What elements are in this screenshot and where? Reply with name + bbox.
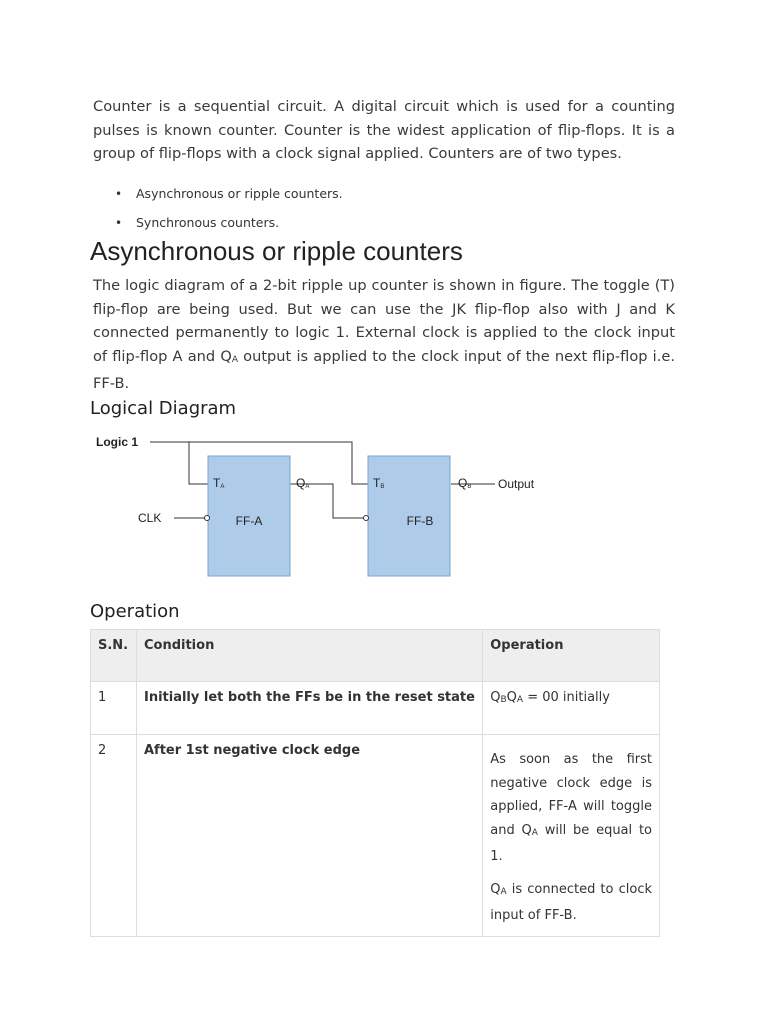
subscript: A: [531, 827, 538, 838]
clk-label: CLK: [138, 511, 162, 525]
cell-condition: Initially let both the FFs be in the reset state: [136, 682, 482, 735]
header-sn: S.N.: [91, 630, 137, 682]
cell-condition: After 1st negative clock edge: [136, 735, 482, 937]
q-letter: Q: [506, 690, 517, 705]
description-text: The logic diagram of a 2-bit ripple up counter is shown in figure. The toggle (T) flip-flop are being used. But we can use the JK flip-flop also with J and K connected permanently to logic 1. External clock is applied to the clock input of flip-flop A and Q: [93, 277, 675, 365]
ff-b-clock-bubble: [364, 516, 369, 521]
intro-paragraph: Counter is a sequential circuit. A digital circuit which is used for a counting pulses is known counter. Counter is the widest application of flip-flops. It is a group of flip-flops with a clock signal applied. Counters are of two types.: [93, 98, 675, 162]
table-header-row: [91, 630, 660, 682]
q-letter: Q: [490, 690, 501, 705]
subscript: B: [500, 695, 507, 705]
ff-b-q-label: [458, 476, 471, 490]
cell-sn: 1: [91, 682, 137, 735]
operation-text: will be equal to 1.: [490, 822, 652, 864]
ff-b-name: FF-B: [406, 514, 434, 528]
output-label: Output: [498, 477, 535, 491]
cell-operation: [483, 735, 660, 937]
t-letter: T: [373, 476, 381, 490]
operation-text: is connected to clock input of FF-B.: [490, 881, 652, 923]
operation-table: [90, 629, 660, 937]
t-subscript: B: [380, 484, 385, 490]
list-item: • Asynchronous or ripple counters.: [115, 186, 343, 202]
ff-a-q-label: [296, 476, 309, 490]
q-letter: Q: [490, 881, 501, 897]
t-subscript: A: [220, 484, 225, 490]
q-letter: Q: [296, 476, 306, 490]
table-row: [91, 735, 660, 937]
description-paragraph: [93, 274, 675, 396]
logic-1-label: Logic 1: [96, 435, 139, 449]
section-title: Asynchronous or ripple counters: [90, 236, 463, 266]
q-subscript: B: [467, 484, 472, 490]
list-item: • Synchronous counters.: [115, 215, 343, 231]
t-letter: T: [213, 476, 221, 490]
logic-diagram: [90, 428, 550, 580]
q-letter: Q: [458, 476, 468, 490]
operation-text: = 00 initially: [523, 690, 610, 705]
operation-text: As soon as the first negative clock edge is applied, FF-A will toggle and Q: [490, 752, 652, 838]
subscript: A: [516, 695, 524, 705]
ff-a-name: FF-A: [235, 514, 263, 528]
header-condition: Condition: [136, 630, 482, 682]
operation-heading: Operation: [90, 601, 180, 622]
description-text: output is applied to the clock input of the next flip-flop i.e. FF-B.: [93, 347, 675, 392]
header-operation: Operation: [483, 630, 660, 682]
operation-paragraph: [490, 878, 652, 928]
cell-sn: 2: [91, 735, 137, 937]
ff-a-clock-bubble: [205, 516, 210, 521]
cell-operation: [483, 682, 660, 735]
subscript: A: [500, 886, 507, 897]
operation-paragraph: [490, 748, 652, 869]
subscript: A: [231, 354, 238, 365]
diagram-heading: Logical Diagram: [90, 398, 237, 419]
q-subscript: A: [305, 484, 310, 490]
table-row: [91, 682, 660, 735]
logic-wire-a: [189, 442, 208, 484]
